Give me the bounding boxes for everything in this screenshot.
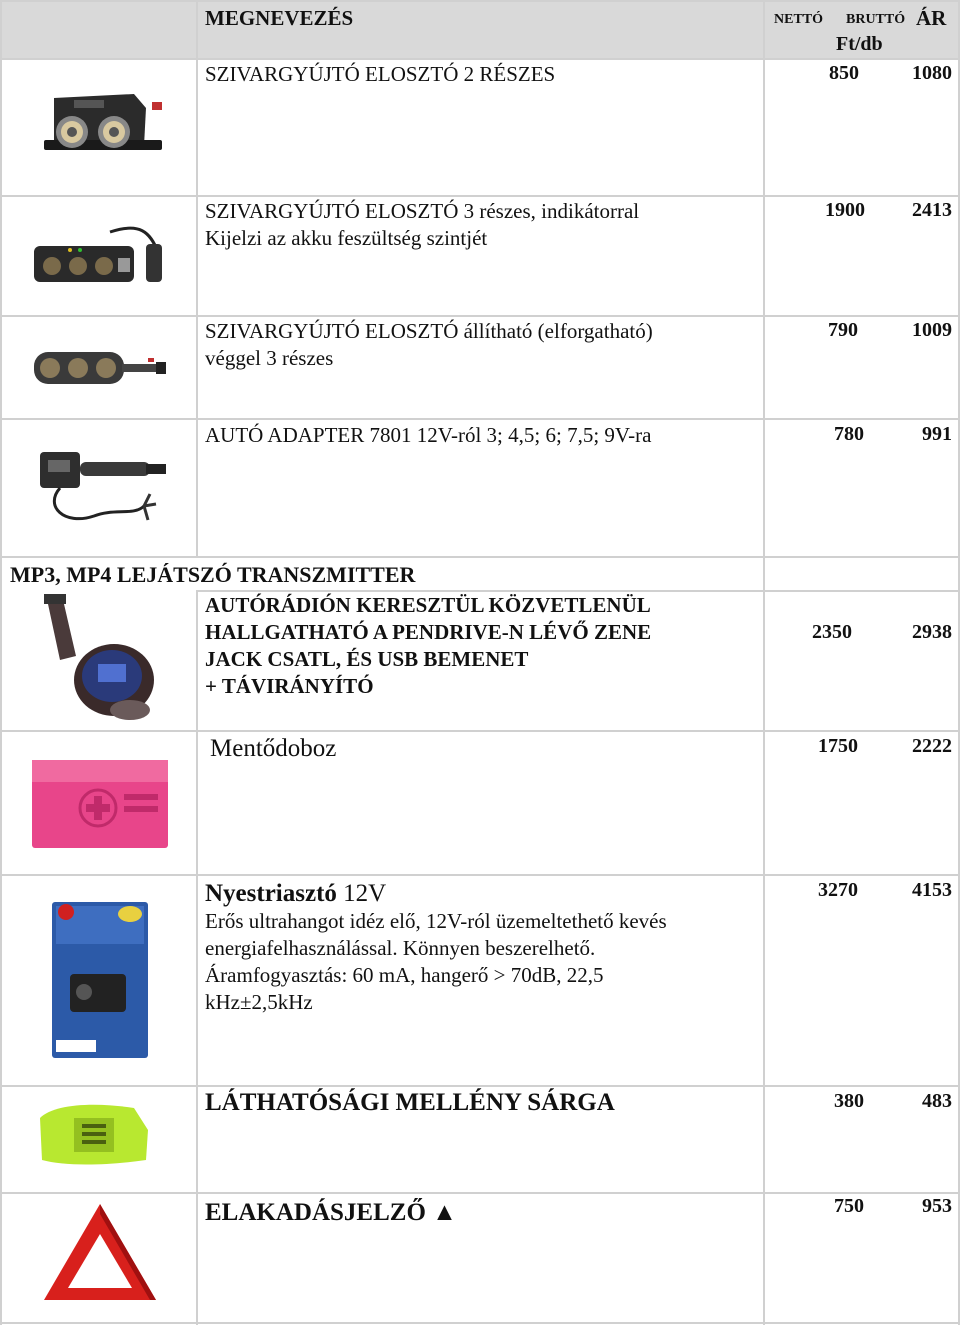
item-netto: 850	[829, 62, 859, 84]
item-desc-line3: Áramfogyasztás: 60 mA, hangerő > 70dB, 22,5	[205, 963, 604, 987]
fm-transmitter-icon	[40, 592, 160, 726]
warning-triangle-icon	[40, 1200, 160, 1304]
item-title-main: Nyestriasztó	[205, 880, 337, 907]
item-name: AUTÓ ADAPTER 7801 12V-ról 3; 4,5; 6; 7,5; 9V-ra	[205, 423, 652, 447]
item-brutto: 1080	[912, 62, 952, 84]
item-netto: 2350	[812, 621, 852, 643]
item-name: SZIVARGYÚJTÓ ELOSZTÓ állítható (elforgatható)	[205, 319, 653, 343]
table-header	[2, 2, 958, 59]
adjustable-socket-splitter-icon	[30, 346, 170, 390]
item-brutto: 4153	[912, 879, 952, 901]
item-desc-line1: Erős ultrahangot idéz elő, 12V-ról üzemeltethető kevés	[205, 909, 667, 933]
item-netto: 1750	[818, 735, 858, 757]
item-brutto: 2222	[912, 735, 952, 757]
safety-vest-icon	[34, 1100, 154, 1168]
item-netto: 1900	[825, 199, 865, 221]
item-brutto: 2413	[912, 199, 952, 221]
item-title-suffix: 12V	[336, 880, 387, 907]
item-netto: 380	[834, 1090, 864, 1112]
item-name: ELAKADÁSJELZŐ ▲	[205, 1199, 457, 1226]
item-name: SZIVARGYÚJTÓ ELOSZTÓ 2 RÉSZES	[205, 62, 556, 86]
section-title: MP3, MP4 LEJÁTSZÓ TRANSZMITTER	[10, 562, 416, 587]
header-brutto: BRUTTÓ	[846, 12, 906, 27]
marten-repeller-icon	[50, 900, 150, 1060]
header-netto: NETTÓ	[774, 12, 824, 27]
item-name-line3: JACK CSATL, ÉS USB BEMENET	[205, 647, 529, 671]
header-ar: ÁR	[916, 6, 947, 30]
item-name: LÁTHATÓSÁGI MELLÉNY SÁRGA	[205, 1089, 615, 1116]
item-netto: 750	[834, 1195, 864, 1217]
first-aid-box-icon	[30, 758, 170, 850]
item-brutto: 2938	[912, 621, 952, 643]
car-adapter-icon	[34, 446, 170, 530]
item-netto: 3270	[818, 879, 858, 901]
item-name: SZIVARGYÚJTÓ ELOSZTÓ 3 részes, indikátorral	[205, 199, 640, 223]
item-name-line4: + TÁVIRÁNYÍTÓ	[205, 674, 374, 698]
item-brutto: 483	[922, 1090, 952, 1112]
item-name: AUTÓRÁDIÓN KERESZTÜL KÖZVETLENÜL	[205, 593, 651, 617]
triple-socket-indicator-icon	[30, 222, 170, 292]
item-name-line2: HALLGATHATÓ A PENDRIVE-N LÉVŐ ZENE	[205, 620, 652, 644]
header-unit: Ft/db	[836, 33, 883, 55]
item-title	[205, 879, 386, 909]
item-name-line2: véggel 3 részes	[205, 346, 334, 370]
item-brutto: 953	[922, 1195, 952, 1217]
item-name: Mentődoboz	[210, 735, 337, 762]
item-netto: 780	[834, 423, 864, 445]
item-name-line2: Kijelzi az akku feszültség szintjét	[205, 226, 488, 250]
item-brutto: 1009	[912, 319, 952, 341]
item-desc-line2: energiafelhasználással. Könnyen beszerelhető.	[205, 936, 596, 960]
header-title: MEGNEVEZÉS	[205, 6, 354, 30]
item-desc-line4: kHz±2,5kHz	[205, 990, 313, 1014]
item-netto: 790	[828, 319, 858, 341]
item-brutto: 991	[922, 423, 952, 445]
dual-socket-splitter-icon	[34, 88, 164, 168]
